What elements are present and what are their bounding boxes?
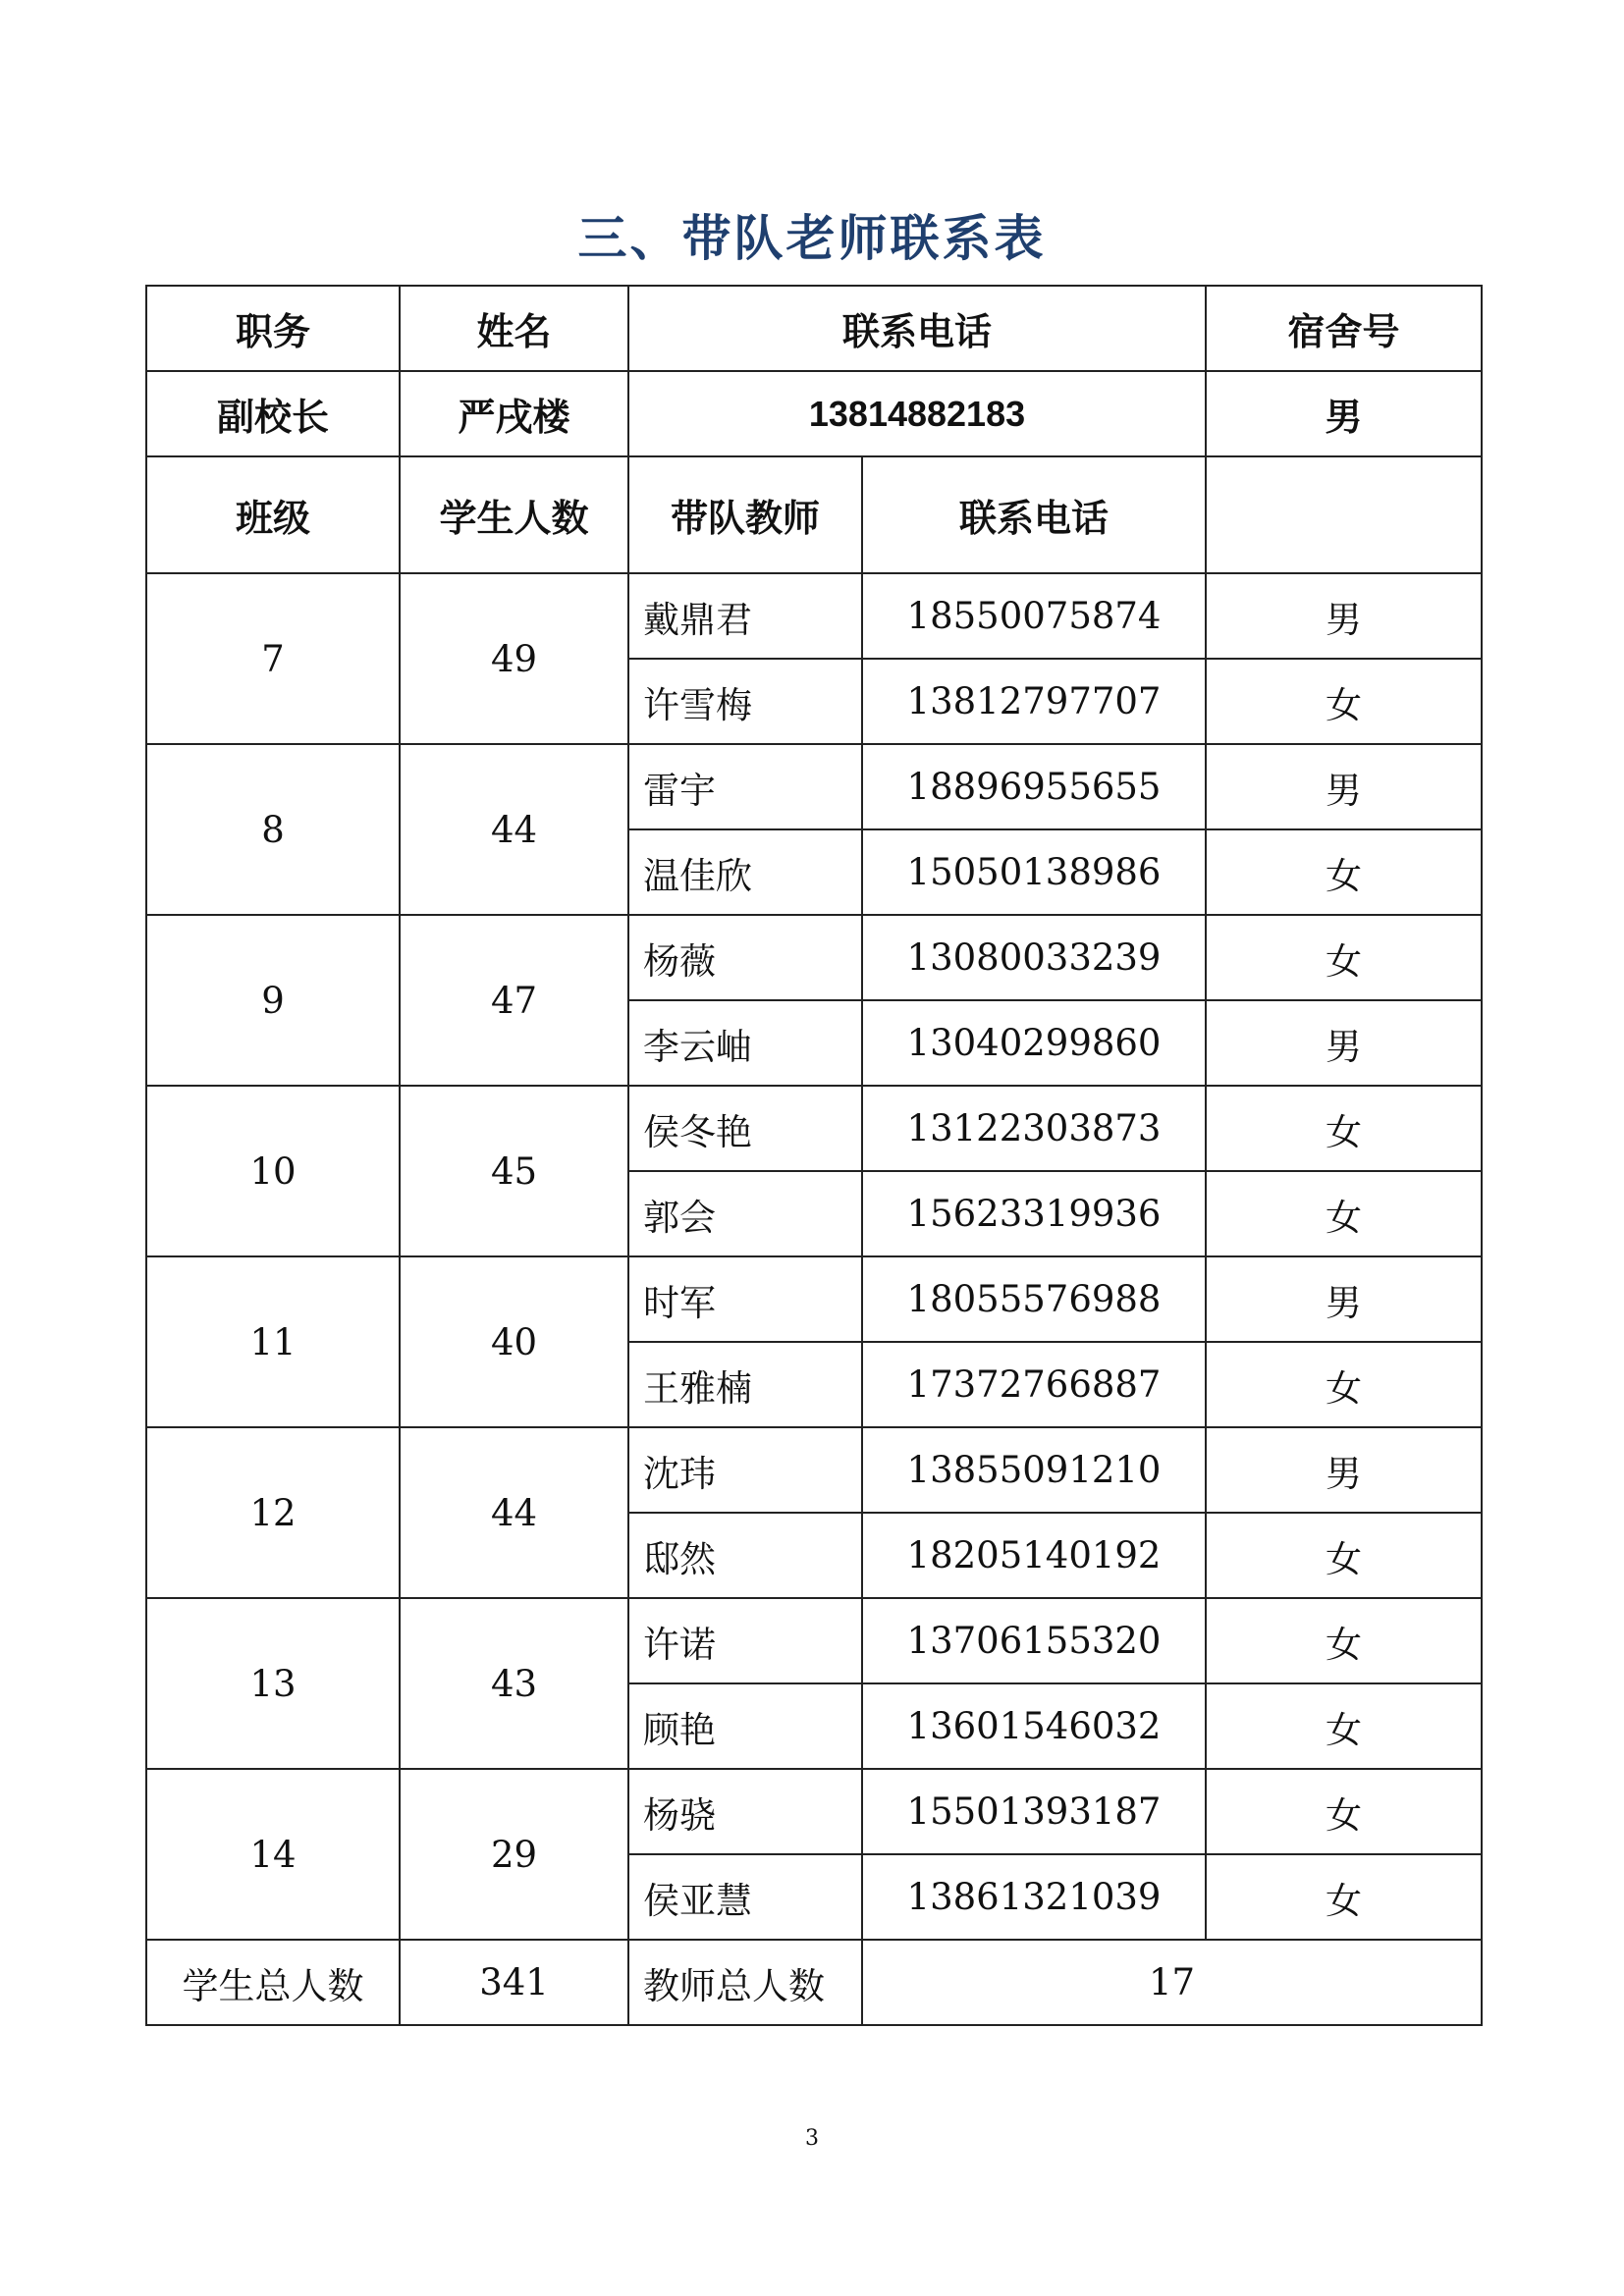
teacher-phone: 13080033239 [862,915,1206,1000]
teacher-name: 许诺 [628,1598,862,1683]
teacher-row [146,744,1482,829]
teacher-phone: 18550075874 [862,573,1206,659]
total-teachers-label: 教师总人数 [628,1940,862,2025]
teacher-dorm: 男 [1206,744,1482,829]
teacher-row [146,1598,1482,1683]
student-count: 49 [400,573,628,744]
class-number: 12 [146,1427,400,1598]
total-teachers-value: 17 [862,1940,1482,2025]
total-students-label: 学生总人数 [146,1940,400,2025]
teacher-phone: 18205140192 [862,1513,1206,1598]
teacher-dorm: 女 [1206,1598,1482,1683]
teacher-dorm: 女 [1206,829,1482,915]
class-number: 8 [146,744,400,915]
teacher-name: 杨薇 [628,915,862,1000]
teacher-dorm: 女 [1206,915,1482,1000]
student-count: 43 [400,1598,628,1769]
teacher-row [146,1427,1482,1513]
teacher-name: 郭会 [628,1171,862,1256]
teacher-phone: 13601546032 [862,1683,1206,1769]
teacher-phone: 13861321039 [862,1854,1206,1940]
teacher-phone: 13855091210 [862,1427,1206,1513]
leader-position: 副校长 [146,371,400,456]
teacher-name: 侯亚慧 [628,1854,862,1940]
teacher-phone: 15501393187 [862,1769,1206,1854]
subheader-dorm [1206,456,1482,573]
totals-row [146,1940,1482,2025]
header-phone: 联系电话 [628,286,1206,371]
class-number: 9 [146,915,400,1086]
teacher-row [146,915,1482,1000]
page-number: 3 [805,2126,819,2151]
teacher-name: 侯冬艳 [628,1086,862,1171]
teacher-row [146,1086,1482,1171]
teacher-dorm: 男 [1206,1000,1482,1086]
subheader-class: 班级 [146,456,400,573]
teacher-phone: 18896955655 [862,744,1206,829]
teacher-name: 戴鼎君 [628,573,862,659]
teacher-name: 时军 [628,1256,862,1342]
teacher-dorm: 男 [1206,1427,1482,1513]
teacher-name: 邸然 [628,1513,862,1598]
teacher-phone: 17372766887 [862,1342,1206,1427]
teacher-dorm: 女 [1206,1513,1482,1598]
teacher-name: 王雅楠 [628,1342,862,1427]
student-count: 40 [400,1256,628,1427]
teacher-name: 温佳欣 [628,829,862,915]
subheader-students: 学生人数 [400,456,628,573]
header-position: 职务 [146,286,400,371]
subheader-teacher: 带队教师 [628,456,862,573]
class-number: 11 [146,1256,400,1427]
teacher-dorm: 女 [1206,1769,1482,1854]
teacher-phone: 13040299860 [862,1000,1206,1086]
page-title: 三、带队老师联系表 [577,210,1047,267]
teacher-name: 沈玮 [628,1427,862,1513]
header-name: 姓名 [400,286,628,371]
teacher-dorm: 女 [1206,1086,1482,1171]
leader-row [146,371,1482,456]
student-count: 44 [400,1427,628,1598]
teacher-phone: 15050138986 [862,829,1206,915]
student-count: 47 [400,915,628,1086]
teacher-dorm: 女 [1206,1171,1482,1256]
leader-dorm: 男 [1206,371,1482,456]
teacher-phone: 13706155320 [862,1598,1206,1683]
teacher-row [146,573,1482,659]
teacher-dorm: 女 [1206,1342,1482,1427]
teacher-phone: 18055576988 [862,1256,1206,1342]
class-number: 7 [146,573,400,744]
class-number: 10 [146,1086,400,1256]
teacher-name: 顾艳 [628,1683,862,1769]
student-count: 44 [400,744,628,915]
teacher-dorm: 女 [1206,1683,1482,1769]
teacher-name: 雷宇 [628,744,862,829]
student-count: 45 [400,1086,628,1256]
header-row [146,286,1482,371]
header-dorm: 宿舍号 [1206,286,1482,371]
teacher-dorm: 女 [1206,659,1482,744]
class-number: 14 [146,1769,400,1940]
leader-name: 严戌楼 [400,371,628,456]
teacher-phone: 13122303873 [862,1086,1206,1171]
teacher-contact-table [145,285,1483,2026]
teacher-row [146,1769,1482,1854]
teacher-dorm: 男 [1206,1256,1482,1342]
teacher-phone: 13812797707 [862,659,1206,744]
subheader-row [146,456,1482,573]
teacher-name: 杨骁 [628,1769,862,1854]
student-count: 29 [400,1769,628,1940]
teacher-name: 李云岫 [628,1000,862,1086]
leader-phone: 13814882183 [628,371,1206,456]
teacher-dorm: 女 [1206,1854,1482,1940]
subheader-phone: 联系电话 [862,456,1206,573]
teacher-phone: 15623319936 [862,1171,1206,1256]
teacher-row [146,1256,1482,1342]
teacher-name: 许雪梅 [628,659,862,744]
total-students-value: 341 [400,1940,628,2025]
class-number: 13 [146,1598,400,1769]
teacher-dorm: 男 [1206,573,1482,659]
